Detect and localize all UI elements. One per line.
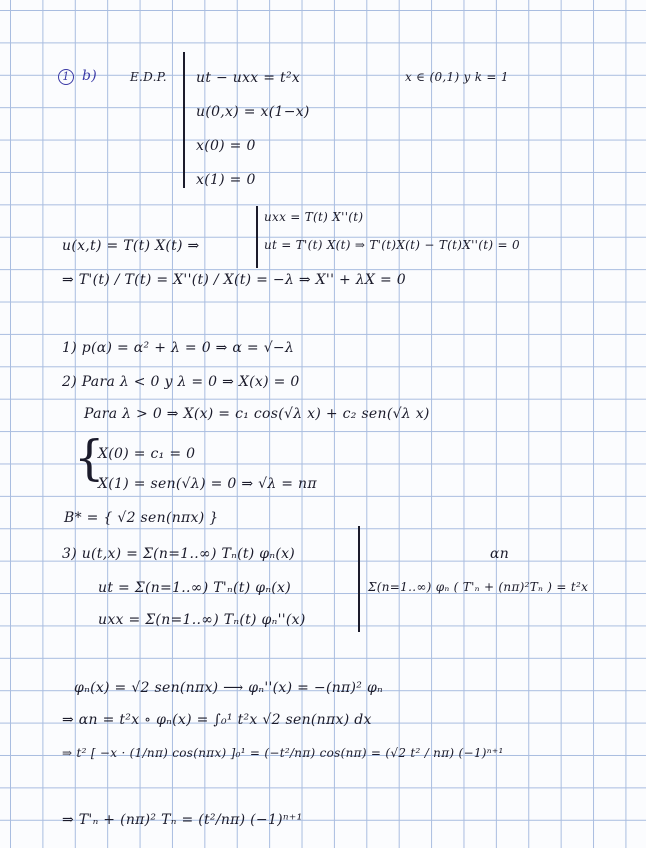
step-2b: Para λ > 0 ⇒ X(x) = c₁ cos(√λ x) + c₂ sen(√λ x) [84, 406, 430, 422]
basis-set: B* = { √2 sen(nπx) } [64, 510, 219, 526]
integral-evaluation: ⇒ t² [ −x · (1/nπ) cos(nπx) ]₀¹ = (−t²/nπ) cos(nπ) = (√2 t² / nπ) (−1)ⁿ⁺¹ [62, 746, 504, 760]
alpha-label: αn [490, 546, 510, 562]
uxx-separation: uxx = T(t) X''(t) [264, 210, 364, 224]
edp-label: E.D.P. [130, 70, 167, 84]
combined-series: Σ(n=1..∞) φₙ ( T'ₙ + (nπ)²Tₙ ) = t²x [368, 580, 589, 594]
condition-2: X(1) = sen(√λ) = 0 ⇒ √λ = nπ [98, 476, 317, 492]
series-u: 3) u(t,x) = Σ(n=1..∞) Tₙ(t) φₙ(x) [62, 546, 296, 562]
step-1: 1) p(α) = α² + λ = 0 ⇒ α = √−λ [62, 340, 295, 356]
boundary-left: x(0) = 0 [196, 138, 256, 154]
separation-lhs: u(x,t) = T(t) X(t) ⇒ [62, 238, 200, 254]
boundary-right: x(1) = 0 [196, 172, 256, 188]
alpha-integral: ⇒ αn = t²x ∘ φₙ(x) = ∫₀¹ t²x √2 sen(nπx) dx [62, 712, 372, 728]
series-ut: ut = Σ(n=1..∞) T'ₙ(t) φₙ(x) [98, 580, 292, 596]
condition-1: X(0) = c₁ = 0 [98, 446, 196, 462]
initial-condition: u(0,x) = x(1−x) [196, 104, 310, 120]
ut-separation: ut = T'(t) X(t) ⇒ T'(t)X(t) − T(t)X''(t) = 0 [264, 238, 520, 252]
problem-heading [58, 68, 97, 85]
problem-number: 1 [58, 69, 74, 85]
series-bar [356, 526, 360, 632]
separation-bar [256, 206, 258, 268]
system-bar [183, 52, 185, 188]
domain-text: x ∈ (0,1) y k = 1 [405, 70, 509, 84]
phi-relation: φₙ(x) = √2 sen(nπx) ⟶ φₙ''(x) = −(nπ)² φₙ [74, 680, 384, 696]
ratio-equation: ⇒ T'(t) / T(t) = X''(t) / X(t) = −λ ⇒ X'' + λX = 0 [62, 272, 406, 288]
step-2: 2) Para λ < 0 y λ = 0 ⇒ X(x) = 0 [62, 374, 300, 390]
coefficient-ode: ⇒ T'ₙ + (nπ)² Tₙ = (t²/nπ) (−1)ⁿ⁺¹ [62, 812, 303, 828]
pde-equation: ut − uxx = t²x [196, 70, 301, 86]
series-uxx: uxx = Σ(n=1..∞) Tₙ(t) φₙ''(x) [98, 612, 306, 628]
conditions-brace: { [74, 430, 105, 486]
part-label: b) [82, 68, 98, 84]
